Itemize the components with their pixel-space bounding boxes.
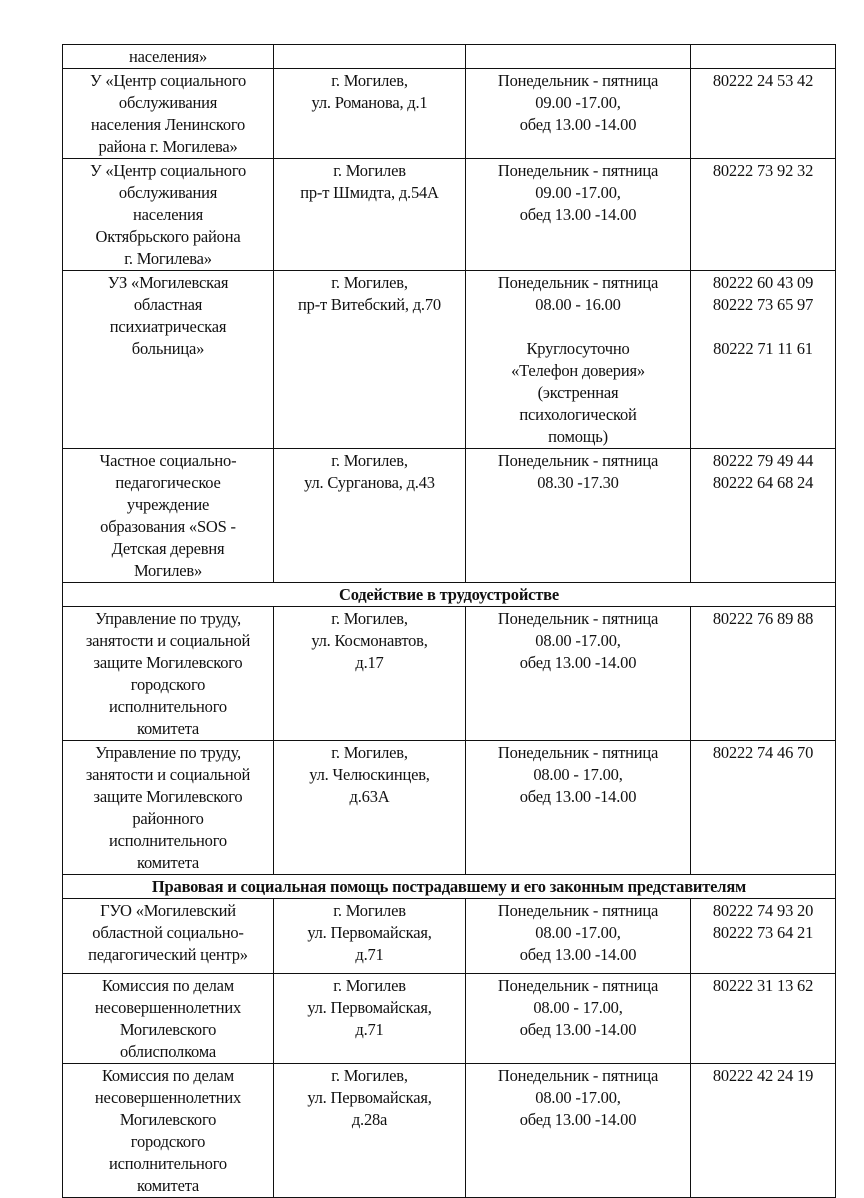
org-cell: У «Центр социального обслуживания населения Ленинского района г. Могилева» [63, 69, 274, 159]
org-cell: УЗ «Могилевская областная психиатрическая больница» [63, 271, 274, 449]
table-row [63, 271, 836, 449]
phone-cell: 80222 73 92 32 [691, 159, 836, 271]
hours-text: Понедельник - пятница 08.00 - 16.00 [497, 273, 659, 314]
table-row [63, 899, 836, 974]
hours-cell: Понедельник - пятница 08.30 -17.30 [466, 449, 691, 583]
address-cell: г. Могилев, ул. Космонавтов, д.17 [274, 607, 466, 741]
phone-cell [691, 271, 836, 449]
address-cell: г. Могилев пр-т Шмидта, д.54А [274, 159, 466, 271]
phone-cell: 80222 24 53 42 [691, 69, 836, 159]
org-cell: Комиссия по делам несовершеннолетних Могилевского городского исполнительного комитета [63, 1064, 274, 1198]
phone-cell: 80222 79 49 44 80222 64 68 24 [691, 449, 836, 583]
hours-cell: Понедельник - пятница 08.00 - 17.00, обед 13.00 -14.00 [466, 974, 691, 1064]
phone-cell [691, 45, 836, 69]
table-row [63, 607, 836, 741]
address-cell: г. Могилев, ул. Сурганова, д.43 [274, 449, 466, 583]
org-cell: У «Центр социального обслуживания населения Октябрьского района г. Могилева» [63, 159, 274, 271]
address-cell [274, 45, 466, 69]
table-row [63, 159, 836, 271]
hours-cell: Понедельник - пятница 08.00 -17.00, обед 13.00 -14.00 [466, 899, 691, 974]
phone-cell: 80222 31 13 62 [691, 974, 836, 1064]
table-row [63, 45, 836, 69]
hours-cell [466, 45, 691, 69]
table-row [63, 741, 836, 875]
org-cell: Комиссия по делам несовершеннолетних Могилевского облисполкома [63, 974, 274, 1064]
hotline-phone-text: 80222 71 11 61 [713, 339, 813, 358]
phone-cell: 80222 74 93 20 80222 73 64 21 [691, 899, 836, 974]
org-cell: населения» [63, 45, 274, 69]
section-header-row [63, 875, 836, 899]
table-row [63, 449, 836, 583]
table-row [63, 974, 836, 1064]
address-cell: г. Могилев, ул. Романова, д.1 [274, 69, 466, 159]
phone-cell: 80222 74 46 70 [691, 741, 836, 875]
section-header-row [63, 583, 836, 607]
phone-text: 80222 60 43 09 80222 73 65 97 [712, 273, 814, 314]
contacts-table [62, 44, 836, 1198]
table-row [63, 69, 836, 159]
org-cell: ГУО «Могилевский областной социально- педагогический центр» [63, 899, 274, 974]
hours-cell: Понедельник - пятница 08.00 -17.00, обед 13.00 -14.00 [466, 607, 691, 741]
org-cell: Управление по труду, занятости и социальной защите Могилевского городского исполнительного комитета [63, 607, 274, 741]
address-cell: г. Могилев ул. Первомайская, д.71 [274, 899, 466, 974]
phone-cell: 80222 76 89 88 [691, 607, 836, 741]
hotline-hours-text: Круглосуточно «Телефон доверия» (экстренная психологической помощь) [511, 339, 645, 446]
org-cell: Частное социально- педагогическое учреждение образования «SOS - Детская деревня Могилев» [63, 449, 274, 583]
hours-cell: Понедельник - пятница 09.00 -17.00, обед 13.00 -14.00 [466, 69, 691, 159]
address-cell: г. Могилев ул. Первомайская, д.71 [274, 974, 466, 1064]
phone-cell: 80222 42 24 19 [691, 1064, 836, 1198]
address-cell: г. Могилев, ул. Челюскинцев, д.63А [274, 741, 466, 875]
table-row [63, 1064, 836, 1198]
hours-cell: Понедельник - пятница 08.00 -17.00, обед 13.00 -14.00 [466, 1064, 691, 1198]
address-cell: г. Могилев, ул. Первомайская, д.28а [274, 1064, 466, 1198]
spacer [470, 316, 686, 338]
spacer [695, 316, 831, 338]
hours-cell: Понедельник - пятница 09.00 -17.00, обед 13.00 -14.00 [466, 159, 691, 271]
hours-cell: Понедельник - пятница 08.00 - 17.00, обед 13.00 -14.00 [466, 741, 691, 875]
section-title-employment: Содействие в трудоустройстве [63, 583, 836, 607]
address-cell: г. Могилев, пр-т Витебский, д.70 [274, 271, 466, 449]
hours-cell [466, 271, 691, 449]
section-title-legal: Правовая и социальная помощь пострадавшему и его законным представителям [63, 875, 836, 899]
org-cell: Управление по труду, занятости и социальной защите Могилевского районного исполнительного комитета [63, 741, 274, 875]
